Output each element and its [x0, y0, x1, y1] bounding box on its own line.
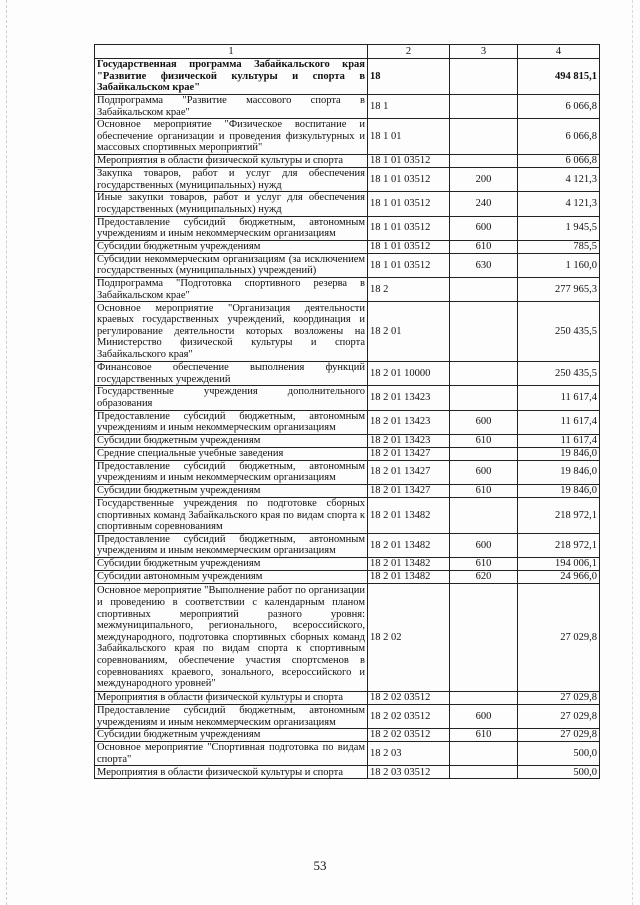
row-expense-type-cell: 630 [450, 253, 518, 277]
row-code-cell: 18 2 01 13482 [368, 497, 450, 533]
table-row [95, 484, 600, 497]
table-row [95, 766, 600, 779]
row-amount-cell: 218 972,1 [518, 497, 600, 533]
page-number: 53 [313, 858, 327, 873]
row-code-cell: 18 2 01 [368, 302, 450, 362]
row-name-cell: Субсидии бюджетным учреждениям [95, 240, 368, 253]
row-code-cell: 18 2 02 03512 [368, 692, 450, 705]
row-amount-cell: 500,0 [518, 766, 600, 779]
table-row [95, 705, 600, 729]
column-header-3: 3 [450, 45, 518, 59]
row-name-cell: Закупка товаров, работ и услуг для обеспечения государственных (муниципальных) нужд [95, 168, 368, 192]
row-code-cell: 18 1 01 03512 [368, 240, 450, 253]
table-row [95, 584, 600, 692]
row-amount-cell: 6 066,8 [518, 155, 600, 168]
row-amount-cell: 11 617,4 [518, 434, 600, 447]
table-row [95, 192, 600, 216]
row-expense-type-cell: 600 [450, 705, 518, 729]
row-amount-cell: 11 617,4 [518, 386, 600, 410]
row-name-cell: Основное мероприятие "Физическое воспитание и обеспечение организации и проведения физкультурных и массовых спортивных мероприятий" [95, 119, 368, 155]
table-row [95, 59, 600, 95]
scan-edge-left [6, 0, 8, 905]
row-code-cell: 18 2 01 13482 [368, 558, 450, 571]
table-row [95, 386, 600, 410]
row-expense-type-cell: 610 [450, 240, 518, 253]
row-expense-type-cell: 240 [450, 192, 518, 216]
table-row [95, 497, 600, 533]
row-name-cell: Основное мероприятие "Спортивная подготовка по видам спорта" [95, 742, 368, 766]
row-name-cell: Государственные учреждения по подготовке сборных спортивных команд Забайкальского края по видам спорта к спортивным соревнованиям [95, 497, 368, 533]
row-expense-type-cell [450, 362, 518, 386]
column-header-2: 2 [368, 45, 450, 59]
row-expense-type-cell: 600 [450, 216, 518, 240]
row-code-cell: 18 2 01 13423 [368, 386, 450, 410]
row-amount-cell: 277 965,3 [518, 277, 600, 301]
table-row [95, 253, 600, 277]
table-row [95, 302, 600, 362]
column-header-4: 4 [518, 45, 600, 59]
row-amount-cell: 4 121,3 [518, 168, 600, 192]
row-code-cell: 18 2 01 13482 [368, 571, 450, 584]
table-row [95, 533, 600, 557]
row-expense-type-cell [450, 95, 518, 119]
row-amount-cell: 24 966,0 [518, 571, 600, 584]
row-expense-type-cell: 600 [450, 410, 518, 434]
row-name-cell: Предоставление субсидий бюджетным, автономным учреждениям и иным некоммерческим организациям [95, 410, 368, 434]
row-code-cell: 18 2 01 13427 [368, 447, 450, 460]
row-expense-type-cell [450, 59, 518, 95]
row-name-cell: Иные закупки товаров, работ и услуг для обеспечения государственных (муниципальных) нужд [95, 192, 368, 216]
row-expense-type-cell [450, 766, 518, 779]
table-row [95, 460, 600, 484]
row-name-cell: Субсидии бюджетным учреждениям [95, 434, 368, 447]
row-amount-cell: 27 029,8 [518, 705, 600, 729]
row-name-cell: Подпрограмма "Развитие массового спорта в Забайкальском крае" [95, 95, 368, 119]
table-row [95, 571, 600, 584]
row-code-cell: 18 1 01 03512 [368, 216, 450, 240]
row-name-cell: Субсидии некоммерческим организациям (за исключением государственных (муниципальных) учреждений) [95, 253, 368, 277]
table-row [95, 155, 600, 168]
row-expense-type-cell [450, 302, 518, 362]
row-code-cell: 18 2 03 [368, 742, 450, 766]
row-name-cell: Субсидии бюджетным учреждениям [95, 729, 368, 742]
row-amount-cell: 250 435,5 [518, 362, 600, 386]
row-amount-cell: 19 846,0 [518, 484, 600, 497]
row-name-cell: Мероприятия в области физической культуры и спорта [95, 766, 368, 779]
row-code-cell: 18 2 02 03512 [368, 705, 450, 729]
table-row [95, 240, 600, 253]
row-amount-cell: 250 435,5 [518, 302, 600, 362]
row-code-cell: 18 2 01 10000 [368, 362, 450, 386]
row-expense-type-cell: 620 [450, 571, 518, 584]
table-row [95, 216, 600, 240]
table-row [95, 362, 600, 386]
row-expense-type-cell [450, 277, 518, 301]
row-amount-cell: 1 160,0 [518, 253, 600, 277]
row-expense-type-cell [450, 497, 518, 533]
scan-edge-right [632, 0, 634, 905]
row-code-cell: 18 2 03 03512 [368, 766, 450, 779]
row-amount-cell: 785,5 [518, 240, 600, 253]
row-expense-type-cell: 200 [450, 168, 518, 192]
row-expense-type-cell [450, 119, 518, 155]
table-row [95, 277, 600, 301]
row-amount-cell: 27 029,8 [518, 584, 600, 692]
table-row [95, 692, 600, 705]
row-expense-type-cell [450, 692, 518, 705]
table-row [95, 558, 600, 571]
row-name-cell: Предоставление субсидий бюджетным, автономным учреждениям и иным некоммерческим организациям [95, 533, 368, 557]
row-expense-type-cell [450, 386, 518, 410]
table-row [95, 95, 600, 119]
row-amount-cell: 27 029,8 [518, 692, 600, 705]
row-expense-type-cell [450, 584, 518, 692]
row-code-cell: 18 2 01 13427 [368, 484, 450, 497]
row-amount-cell: 19 846,0 [518, 460, 600, 484]
budget-table-body [95, 45, 600, 779]
row-expense-type-cell: 610 [450, 558, 518, 571]
row-code-cell: 18 2 02 [368, 584, 450, 692]
row-amount-cell: 19 846,0 [518, 447, 600, 460]
row-code-cell: 18 1 01 03512 [368, 253, 450, 277]
table-row [95, 410, 600, 434]
row-amount-cell: 11 617,4 [518, 410, 600, 434]
row-expense-type-cell [450, 155, 518, 168]
row-code-cell: 18 1 [368, 95, 450, 119]
table-row [95, 447, 600, 460]
row-name-cell: Подпрограмма "Подготовка спортивного резерва в Забайкальском крае" [95, 277, 368, 301]
row-expense-type-cell: 600 [450, 533, 518, 557]
row-code-cell: 18 2 02 03512 [368, 729, 450, 742]
row-name-cell: Субсидии автономным учреждениям [95, 571, 368, 584]
row-expense-type-cell [450, 447, 518, 460]
row-amount-cell: 194 006,1 [518, 558, 600, 571]
row-name-cell: Предоставление субсидий бюджетным, автономным учреждениям и иным некоммерческим организациям [95, 705, 368, 729]
row-amount-cell: 6 066,8 [518, 95, 600, 119]
row-amount-cell: 500,0 [518, 742, 600, 766]
row-amount-cell: 494 815,1 [518, 59, 600, 95]
row-name-cell: Основное мероприятие "Выполнение работ по организации и проведению в соответствии с календарным планом спортивных мероприятий разного уровня: межмуниципального, регионального, всероссийского, международного, подготовка спортивных сборных команд Забайкальского края по видам спорта к спортивным соревнованиям, обеспечение участия спортсменов в соревнованиях краевого, зонального, всероссийского и международного уровней" [95, 584, 368, 692]
table-row [95, 434, 600, 447]
row-amount-cell: 27 029,8 [518, 729, 600, 742]
row-code-cell: 18 2 01 13482 [368, 533, 450, 557]
row-amount-cell: 218 972,1 [518, 533, 600, 557]
row-name-cell: Субсидии бюджетным учреждениям [95, 558, 368, 571]
budget-table [94, 44, 600, 779]
table-row [95, 742, 600, 766]
table-row [95, 119, 600, 155]
row-code-cell: 18 2 [368, 277, 450, 301]
row-name-cell: Финансовое обеспечение выполнения функций государственных учреждений [95, 362, 368, 386]
row-amount-cell: 6 066,8 [518, 119, 600, 155]
row-code-cell: 18 1 01 03512 [368, 168, 450, 192]
header-row [95, 45, 600, 59]
row-expense-type-cell [450, 742, 518, 766]
row-code-cell: 18 1 01 [368, 119, 450, 155]
row-name-cell: Мероприятия в области физической культуры и спорта [95, 692, 368, 705]
row-code-cell: 18 2 01 13427 [368, 460, 450, 484]
row-code-cell: 18 1 01 03512 [368, 155, 450, 168]
row-name-cell: Основное мероприятие "Организация деятельности краевых государственных учреждений, координация и регулирование деятельности которых возложены на Министерство физической культуры и спорта Забайкальского края" [95, 302, 368, 362]
row-expense-type-cell: 610 [450, 729, 518, 742]
row-code-cell: 18 1 01 03512 [368, 192, 450, 216]
row-code-cell: 18 2 01 13423 [368, 434, 450, 447]
row-name-cell: Предоставление субсидий бюджетным, автономным учреждениям и иным некоммерческим организациям [95, 460, 368, 484]
row-name-cell: Средние специальные учебные заведения [95, 447, 368, 460]
row-amount-cell: 4 121,3 [518, 192, 600, 216]
row-name-cell: Субсидии бюджетным учреждениям [95, 484, 368, 497]
row-code-cell: 18 [368, 59, 450, 95]
row-code-cell: 18 2 01 13423 [368, 410, 450, 434]
row-name-cell: Государственные учреждения дополнительного образования [95, 386, 368, 410]
row-expense-type-cell: 600 [450, 460, 518, 484]
row-amount-cell: 1 945,5 [518, 216, 600, 240]
column-header-1: 1 [95, 45, 368, 59]
row-expense-type-cell: 610 [450, 484, 518, 497]
row-expense-type-cell: 610 [450, 434, 518, 447]
table-row [95, 729, 600, 742]
row-name-cell: Мероприятия в области физической культуры и спорта [95, 155, 368, 168]
row-name-cell: Предоставление субсидий бюджетным, автономным учреждениям и иным некоммерческим организациям [95, 216, 368, 240]
row-name-cell: Государственная программа Забайкальского края "Развитие физической культуры и спорта в Забайкальском крае" [95, 59, 368, 95]
table-row [95, 168, 600, 192]
